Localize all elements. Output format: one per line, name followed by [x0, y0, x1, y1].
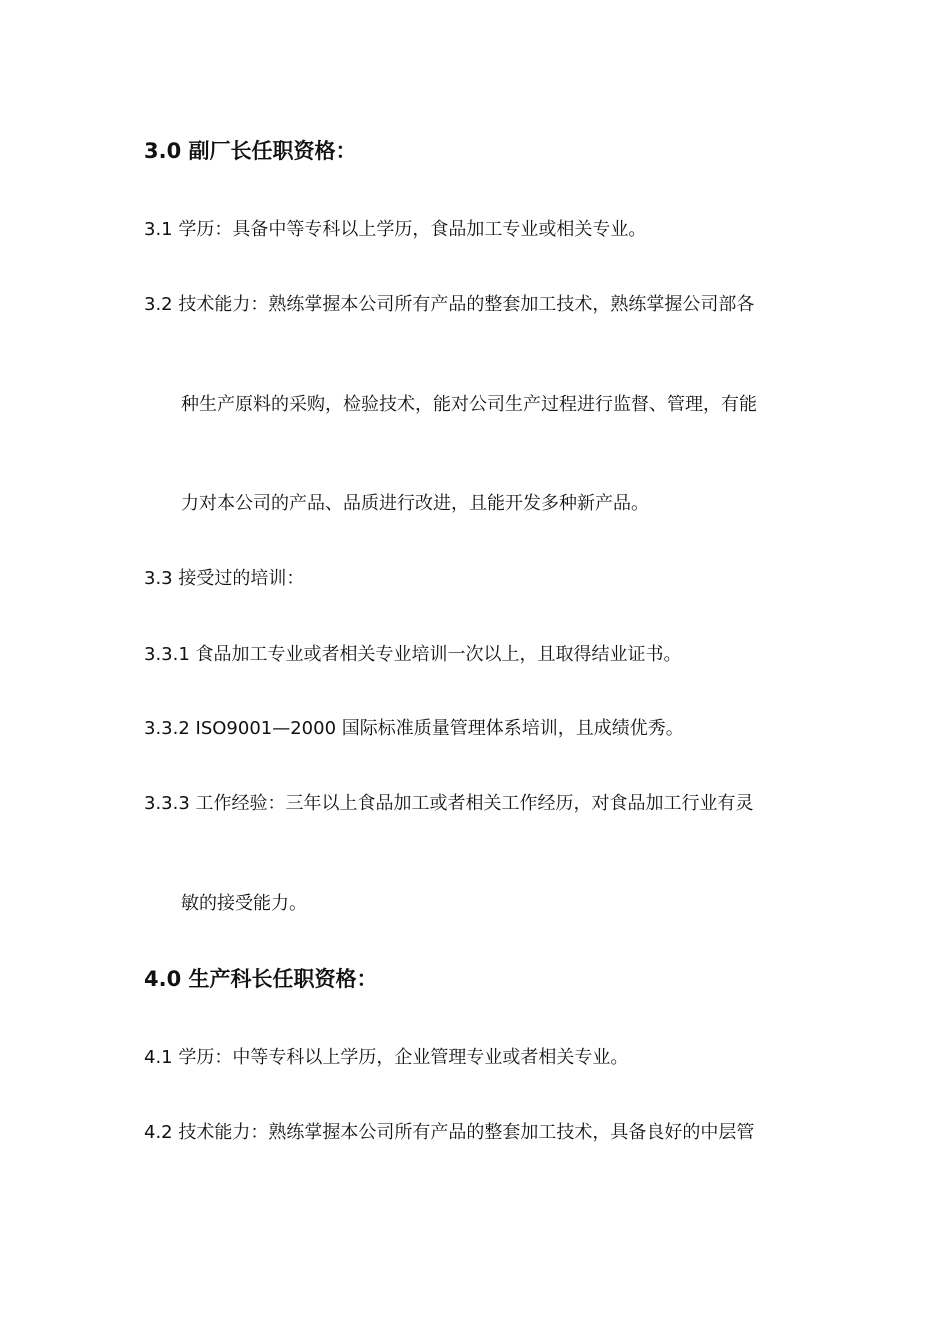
item-3-1-education: 3.1 学历：具备中等专科以上学历，食品加工专业或相关专业。 [144, 219, 647, 240]
item-3-3-3-work-experience-line-1: 3.3.3 工作经验：三年以上食品加工或者相关工作经历，对食品加工行业有灵 [144, 793, 754, 814]
item-3-2-technical-ability-line-1: 3.2 技术能力：熟练掌握本公司所有产品的整套加工技术，熟练掌握公司部各 [144, 294, 755, 315]
item-3-3-1-professional-training: 3.3.1 食品加工专业或者相关专业培训一次以上，且取得结业证书。 [144, 644, 682, 665]
item-3-3-training: 3.3 接受过的培训： [144, 568, 305, 589]
section-heading-4-0: 4.0 生产科长任职资格： [144, 967, 378, 991]
item-3-2-technical-ability-line-3: 力对本公司的产品、品质进行改进，且能开发多种新产品。 [181, 493, 649, 514]
item-3-3-2-iso-training: 3.3.2 ISO9001—2000 国际标准质量管理体系培训，且成绩优秀。 [144, 718, 684, 739]
item-4-1-education: 4.1 学历：中等专科以上学历，企业管理专业或者相关专业。 [144, 1047, 629, 1068]
item-4-2-technical-ability-line-1: 4.2 技术能力：熟练掌握本公司所有产品的整套加工技术，具备良好的中层管 [144, 1122, 755, 1143]
section-heading-3-0: 3.0 副厂长任职资格： [144, 139, 357, 163]
item-3-2-technical-ability-line-2: 种生产原料的采购，检验技术，能对公司生产过程进行监督、管理，有能 [181, 394, 757, 415]
item-3-3-3-work-experience-line-2: 敏的接受能力。 [181, 893, 307, 914]
